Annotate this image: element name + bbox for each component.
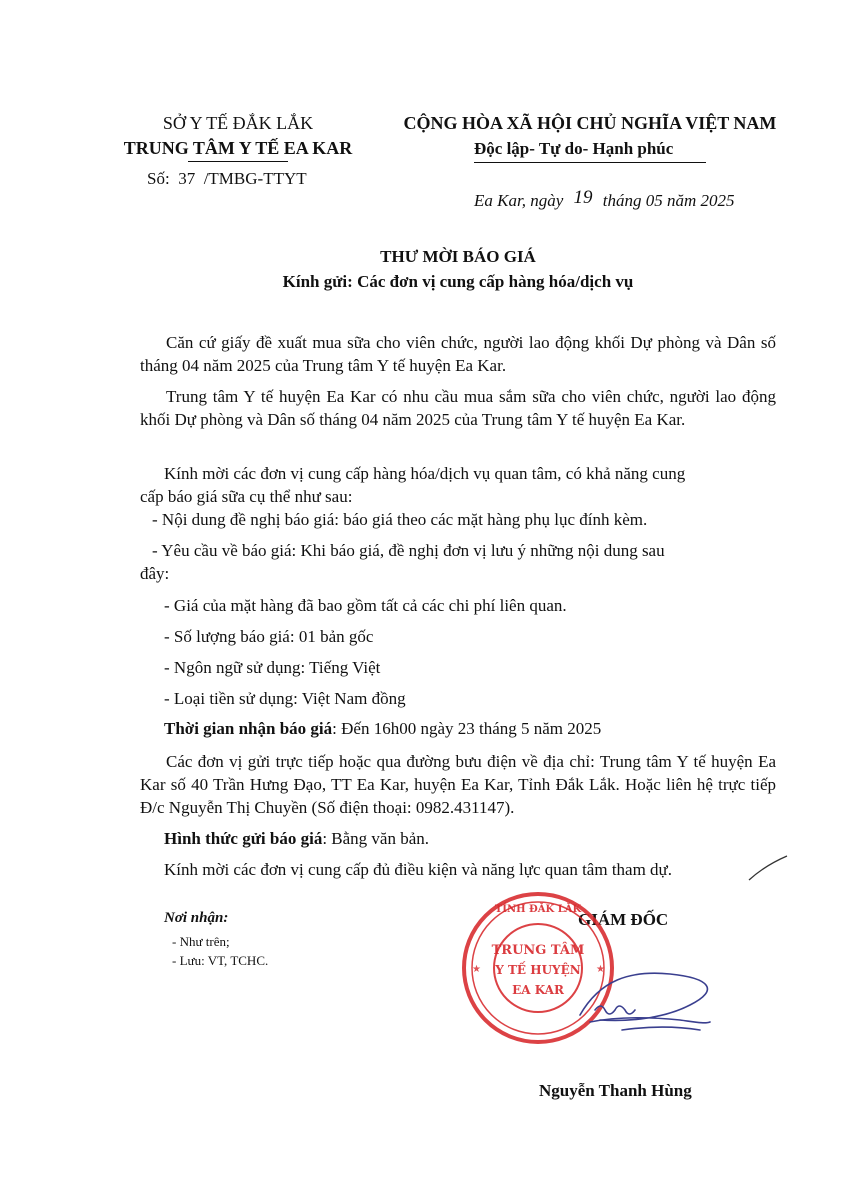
requirement-quantity: - Số lượng báo giá: 01 bản gốc [164, 627, 374, 646]
svg-text:★: ★ [596, 964, 605, 975]
doc-number-value: 37 [178, 169, 196, 188]
document-title: THƯ MỜI BÁO GIÁ [380, 247, 536, 266]
closing-flourish [745, 852, 790, 887]
requirement-price: - Giá của mặt hàng đã bao gồm tất cả các chi phí liên quan. [164, 596, 567, 615]
requirement-currency: - Loại tiền sử dụng: Việt Nam đồng [164, 689, 406, 708]
date-prefix: Ea Kar, ngày [474, 191, 564, 210]
deadline-label: Thời gian nhận báo giá [164, 719, 333, 738]
deadline-value: : Đến 16h00 ngày 23 tháng 5 năm 2025 [332, 719, 602, 738]
date-day: 19 [573, 187, 593, 208]
paragraph-address: Các đơn vị gửi trực tiếp hoặc qua đường bưu điện về địa chỉ: Trung tâm Y tế huyện Ea Kar số 40 Trần Hưng Đạo, TT Ea Kar, huyện Ea Kar, Tỉnh Đắk Lắk. Hoặc liên hệ trực tiếp Đ/c Nguyễn Thị Chuyền (Số điện thoại: 0982.431147). [140, 752, 776, 817]
recipient-item-1: - Như trên; [172, 934, 230, 949]
national-motto: Độc lập- Tự do- Hạnh phúc [474, 139, 674, 158]
motto-underline [474, 162, 706, 163]
stamp-line3: EA KAR [512, 983, 564, 997]
requirement-language: - Ngôn ngữ sử dụng: Tiếng Việt [164, 658, 381, 677]
signature-mark [560, 960, 730, 1040]
paragraph-basis: Căn cứ giấy đề xuất mua sữa cho viên chức, người lao động khối Dự phòng và Dân số tháng 04 năm 2025 của Trung tâm Y tế huyện Ea Kar. [140, 333, 776, 375]
paragraph-invite-line2: cấp báo giá sữa cụ thể như sau: [140, 487, 353, 506]
recipient-item-2: - Lưu: VT, TCHC. [172, 953, 269, 968]
stamp-line1: TRUNG TÂM [491, 943, 585, 958]
agency-name: TRUNG TÂM Y TẾ EA KAR [123, 138, 353, 158]
agency-underline [188, 161, 288, 162]
date-suffix: tháng 05 năm 2025 [602, 191, 735, 210]
closing-sentence: Kính mời các đơn vị cung cấp đủ điều kiện và năng lực quan tâm tham dự. [164, 860, 673, 879]
bullet-requirements-line1: - Yêu cầu về báo giá: Khi báo giá, đề nghị đơn vị lưu ý những nội dung sau [152, 541, 665, 560]
doc-number [147, 169, 307, 189]
agency-parent: SỞ Y TẾ ĐẮK LẮK [162, 113, 314, 133]
bullet-content: - Nội dung đề nghị báo giá: báo giá theo các mặt hàng phụ lục đính kèm. [152, 510, 648, 529]
svg-text:★: ★ [472, 964, 481, 975]
paragraph-invite-line1: Kính mời các đơn vị cung cấp hàng hóa/dịch vụ quan tâm, có khả năng cung [164, 464, 686, 483]
deadline [164, 719, 601, 739]
signer-name: Nguyễn Thanh Hùng [539, 1081, 692, 1100]
signer-title: GIÁM ĐỐC [578, 910, 669, 929]
doc-number-label: Số: [147, 169, 170, 188]
paragraph-need: Trung tâm Y tế huyện Ea Kar có nhu cầu mua sắm sữa cho viên chức, người lao động khối Dự phòng và Dân số tháng 04 năm 2025 của Trung tâm Y tế huyện Ea Kar. [140, 387, 776, 429]
doc-number-suffix: /TMBG-TTYT [203, 169, 307, 188]
submission-form [164, 829, 429, 849]
form-label: Hình thức gửi báo giá [164, 829, 323, 848]
stamp-ring-text: TỈNH ĐẮK LẮK [494, 904, 582, 915]
national-title: CỘNG HÒA XÃ HỘI CHỦ NGHĨA VIỆT NAM [403, 113, 777, 133]
form-value: : Bằng văn bản. [322, 829, 430, 848]
recipients-title: Nơi nhận: [164, 910, 229, 926]
stamp-line2: Y TẾ HUYỆN [495, 963, 581, 977]
document-recipient: Kính gửi: Các đơn vị cung cấp hàng hóa/dịch vụ [282, 272, 634, 291]
bullet-requirements-line2: đây: [140, 564, 170, 583]
issue-date [474, 187, 735, 212]
